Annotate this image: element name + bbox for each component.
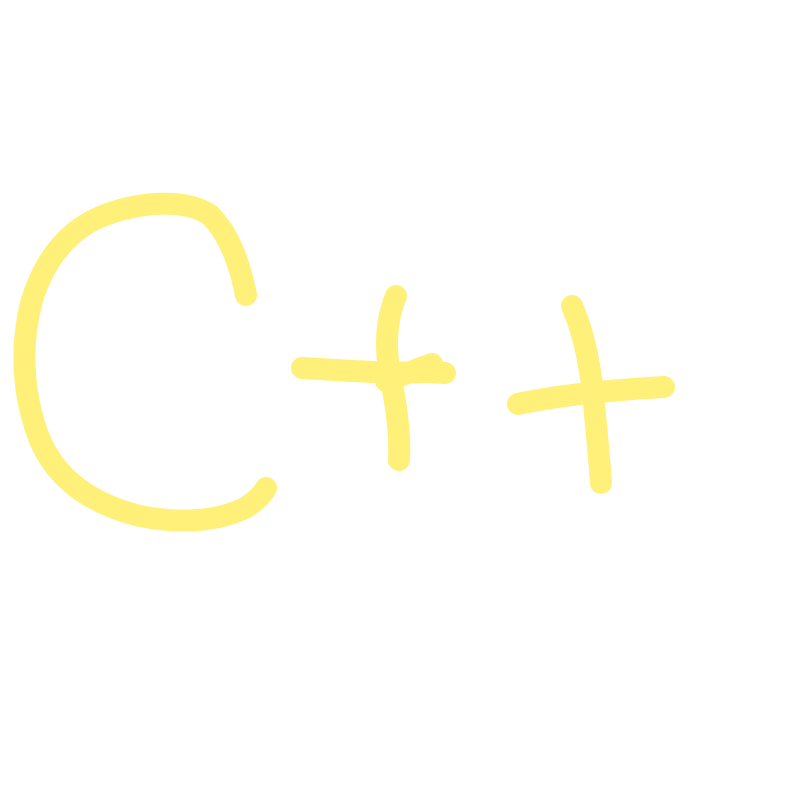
letter-c-stroke [24,204,266,521]
